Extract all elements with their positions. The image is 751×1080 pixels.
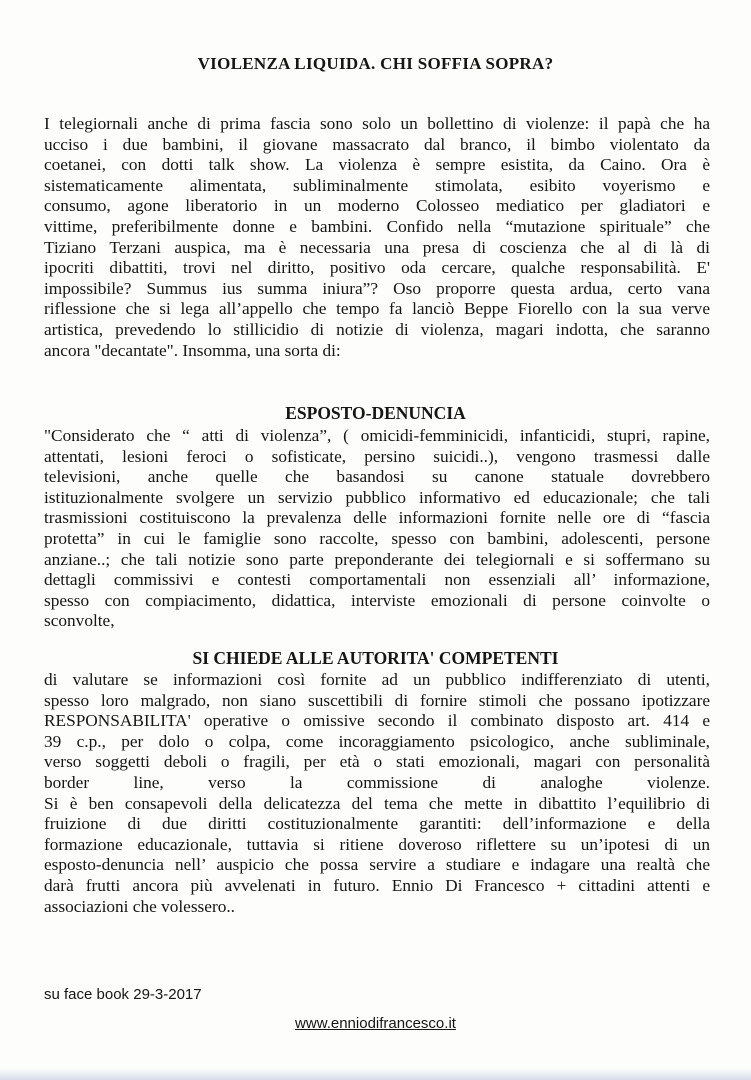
text-line: formazione educazionale, tuttavia si ritiene doveroso riflettere su un’ipotesi di un [44,834,710,854]
text-line: spesso con compiacimento, didattica, interviste emozionali di persone coinvolte o [44,590,710,610]
heading-esposto-denuncia: ESPOSTO-DENUNCIA [285,403,466,423]
intro-paragraph [44,114,710,361]
text-line: Si è ben consapevoli della delicatezza del tema che mette in dibattito l’equilibrio di [44,793,710,813]
footer-website-link[interactable]: www.enniodifrancesco.it [295,1015,456,1032]
text-line: di valutare se informazioni così fornite ad un pubblico indifferenziato di utenti, [44,670,710,689]
esposto-paragraph [44,426,710,632]
text-line: attentati, lesioni feroci o sofisticate, persino suicidi..), vengono trasmessi dalle [44,446,710,466]
text-line: esposto-denuncia nell’ auspicio che possa servire a studiare e indagare una realtà che [44,855,710,875]
text-line: vittime, preferibilmente donne e bambini. Confido nella “mutazione spirituale” che [44,216,710,236]
text-line: border line, verso la commissione di analoghe violenze. [44,772,710,792]
text-line: fruizione di due diritti costituzionalmente garantiti: dell’informazione e della [44,814,710,834]
text-line: riflessione che si lega all’appello che tempo fa lanciò Beppe Fiorello con la sua verve [44,299,710,319]
text-line: sconvolte, [44,611,115,631]
footer-note: su face book 29-3-2017 [44,986,202,1003]
text-line: consumo, agone liberatorio in un moderno Colosseo mediatico per gladiatori e [44,196,710,216]
text-line: istituzionalmente svolgere un servizio pubblico informativo ed educazionale; che tali [44,487,710,507]
document-title: VIOLENZA LIQUIDA. CHI SOFFIA SOPRA? [197,54,554,73]
text-line: artistica, prevedendo lo stillicidio di notizie di violenza, magari indotta, che saranno [44,319,710,339]
text-line: darà frutti ancora più avvelenati in futuro. Ennio Di Francesco + cittadini attenti e [44,875,710,895]
text-line: ucciso i due bambini, il giovane massacrato dal branco, il bimbo violentato da [44,134,710,154]
text-line: protetta” in cui le famiglie sono raccolte, spesso con bambini, adolescenti, persone [44,528,710,548]
text-line: associazioni che volessero.. [44,896,235,916]
text-line: spesso loro malgrado, non siano suscettibili di fornire stimoli che possano ipotizzare [44,690,710,710]
text-line: trasmissioni costituiscono la prevalenza delle informazioni fornite nelle ore di “fascia [44,508,710,528]
text-line: dettagli commissivi e contesti comportamentali non essenziali all’ informazione, [44,570,710,590]
text-line: sistematicamente alimentata, subliminalmente stimolata, esibito voyerismo e [44,175,710,195]
text-line: coetanei, con dotti talk show. La violenza è sempre esistita, da Caino. Ora è [44,155,710,175]
request-paragraph [44,670,710,917]
text-line: ipocriti dibattiti, trovi nel diritto, positivo oda cercare, qualche responsabilità. E' [44,258,710,278]
text-line: Tiziano Terzani auspica, ma è necessaria una presa di coscienza che al di là di [44,237,710,257]
text-line: "Considerato che “ atti di violenza”, ( omicidi-femminicidi, infanticidi, stupri, rapine, [44,426,710,445]
text-line: impossibile? Summus ius summa iniura”? Oso proporre questa ardua, certo vana [44,278,710,298]
text-line: ancora "decantate". Insomma, una sorta di: [44,340,341,360]
text-line: RESPONSABILITA' operative o omissive secondo il combinato disposto art. 414 e [44,711,710,731]
heading-si-chiede: SI CHIEDE ALLE AUTORITA' COMPETENTI [192,648,559,668]
text-line: 39 c.p., per dolo o colpa, come incoraggiamento psicologico, anche subliminale, [44,731,710,751]
text-line: televisioni, anche quelle che basandosi su canone statuale dovrebbero [44,467,710,487]
text-line: anziane..; che tali notizie sono parte preponderante dei telegiornali e si soffermano su [44,549,710,569]
text-line: I telegiornali anche di prima fascia sono solo un bollettino di violenze: il papà che ha [44,114,710,133]
scan-edge [0,1068,751,1080]
text-line: verso soggetti deboli o fragili, per età o stati emozionali, magari con personalità [44,752,710,772]
